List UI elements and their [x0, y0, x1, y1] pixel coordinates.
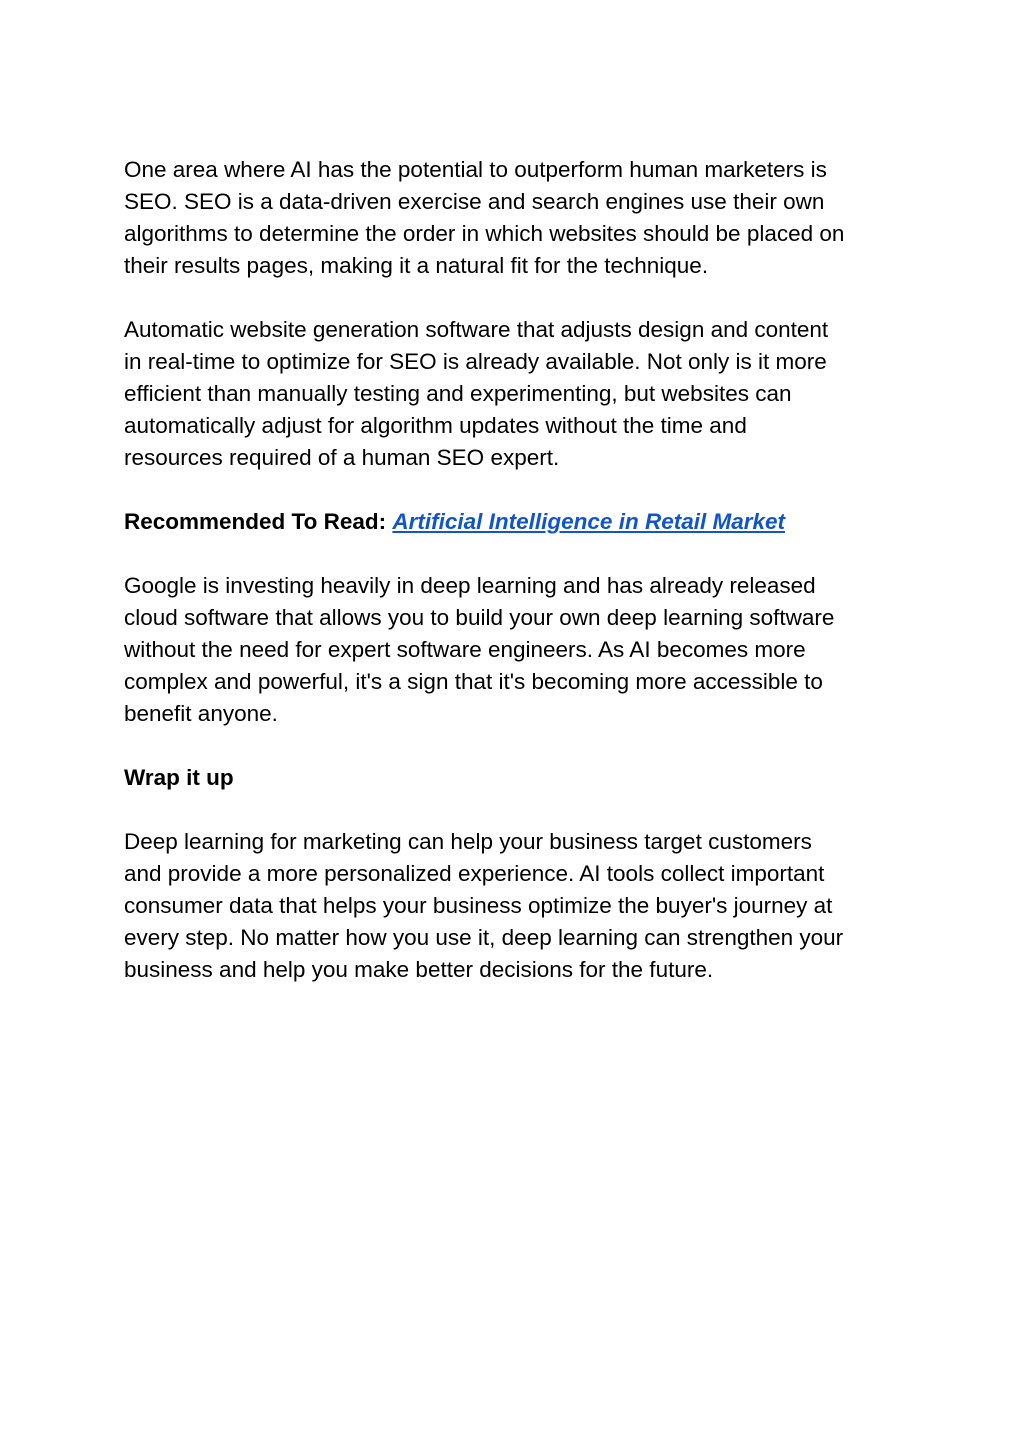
paragraph-line: without the need for expert software engineers. As AI becomes more [124, 637, 806, 662]
document-page [124, 154, 914, 986]
paragraph-line: and provide a more personalized experience. AI tools collect important [124, 861, 825, 886]
paragraph-line: efficient than manually testing and experimenting, but websites can [124, 381, 792, 406]
paragraph-line: Deep learning for marketing can help your business target customers [124, 829, 812, 854]
paragraph-spacer [124, 794, 914, 826]
paragraph-spacer [124, 474, 914, 506]
recommended-article-link[interactable]: Artificial Intelligence in Retail Market [392, 509, 785, 534]
section-heading: Wrap it up [124, 765, 234, 790]
paragraph-line: cloud software that allows you to build your own deep learning software [124, 605, 835, 630]
paragraph-google-deep-learning [124, 570, 914, 730]
paragraph-seo-intro [124, 154, 914, 282]
paragraph-line: automatically adjust for algorithm updates without the time and [124, 413, 747, 438]
paragraph-line: benefit anyone. [124, 701, 278, 726]
recommended-to-read [124, 506, 914, 538]
paragraph-line: SEO. SEO is a data-driven exercise and search engines use their own [124, 189, 825, 214]
paragraph-line: One area where AI has the potential to outperform human marketers is [124, 157, 827, 182]
paragraph-spacer [124, 282, 914, 314]
paragraph-line: complex and powerful, it's a sign that it's becoming more accessible to [124, 669, 823, 694]
paragraph-line: resources required of a human SEO expert. [124, 445, 560, 470]
paragraph-line: consumer data that helps your business optimize the buyer's journey at [124, 893, 833, 918]
paragraph-website-generation [124, 314, 914, 474]
paragraph-line: their results pages, making it a natural fit for the technique. [124, 253, 709, 278]
paragraph-line: algorithms to determine the order in which websites should be placed on [124, 221, 845, 246]
paragraph-spacer [124, 730, 914, 762]
paragraph-line: every step. No matter how you use it, deep learning can strengthen your [124, 925, 844, 950]
paragraph-line: business and help you make better decisions for the future. [124, 957, 714, 982]
paragraph-line: in real-time to optimize for SEO is already available. Not only is it more [124, 349, 827, 374]
paragraph-spacer [124, 538, 914, 570]
paragraph-line: Google is investing heavily in deep learning and has already released [124, 573, 816, 598]
paragraph-conclusion [124, 826, 914, 986]
recommended-label: Recommended To Read: [124, 509, 387, 534]
paragraph-line: Automatic website generation software that adjusts design and content [124, 317, 829, 342]
